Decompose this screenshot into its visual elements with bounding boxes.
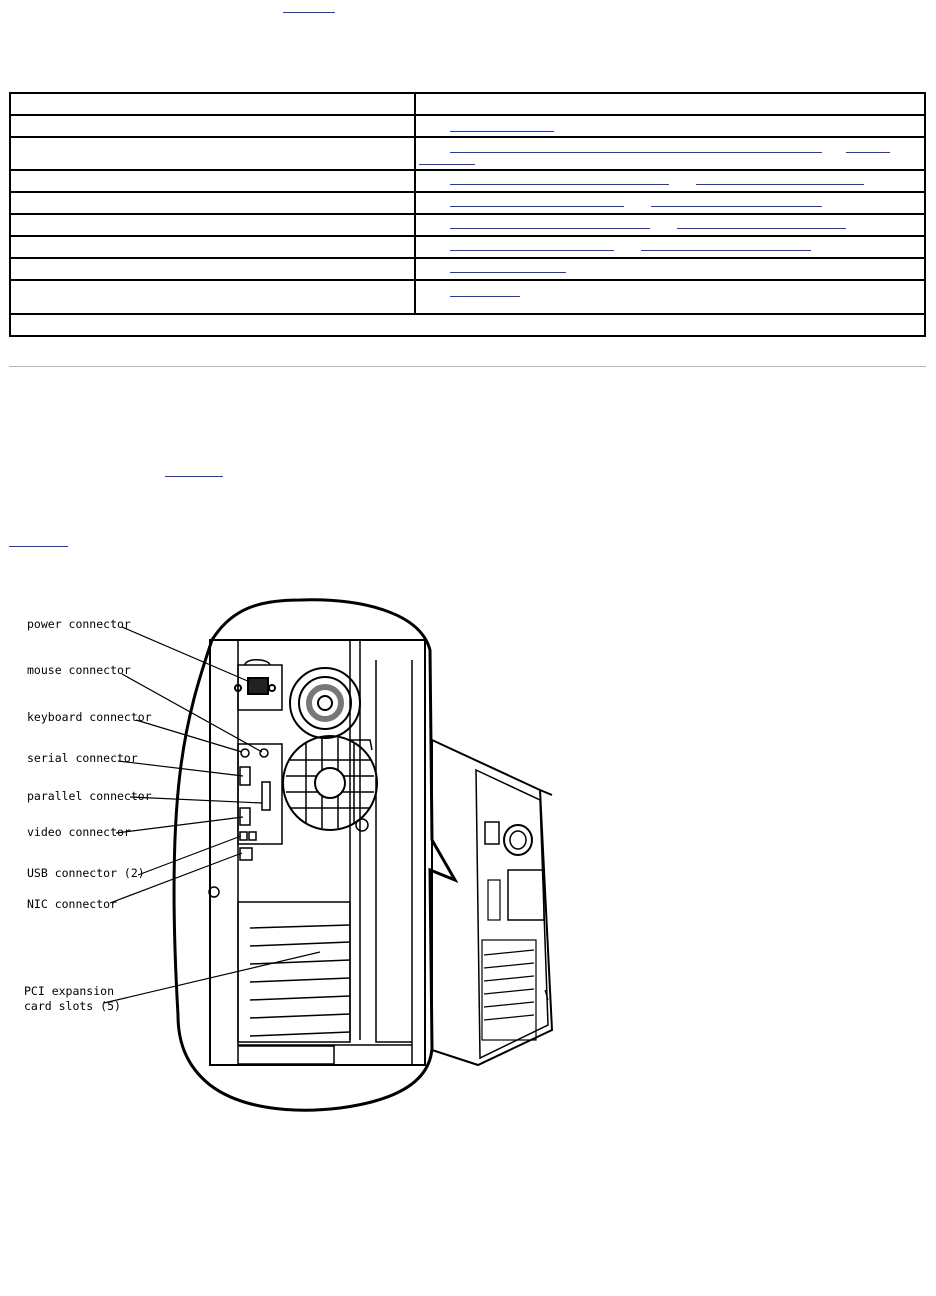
keyboard-connector-label: keyboard connector bbox=[27, 710, 152, 724]
power-connector-label: power connector bbox=[27, 617, 131, 631]
pci-slots-label-line1: PCI expansion bbox=[24, 984, 115, 998]
video-connector-label: video connector bbox=[27, 825, 131, 839]
usb-connector-label: USB connector (2) bbox=[27, 866, 145, 880]
pci-slots-label-line2: card slots (5) bbox=[24, 999, 121, 1013]
serial-connector-label: serial connector bbox=[27, 751, 138, 765]
parallel-connector-label: parallel connector bbox=[27, 789, 152, 803]
mouse-connector-label: mouse connector bbox=[27, 663, 131, 677]
nic-connector-label: NIC connector bbox=[27, 897, 118, 911]
